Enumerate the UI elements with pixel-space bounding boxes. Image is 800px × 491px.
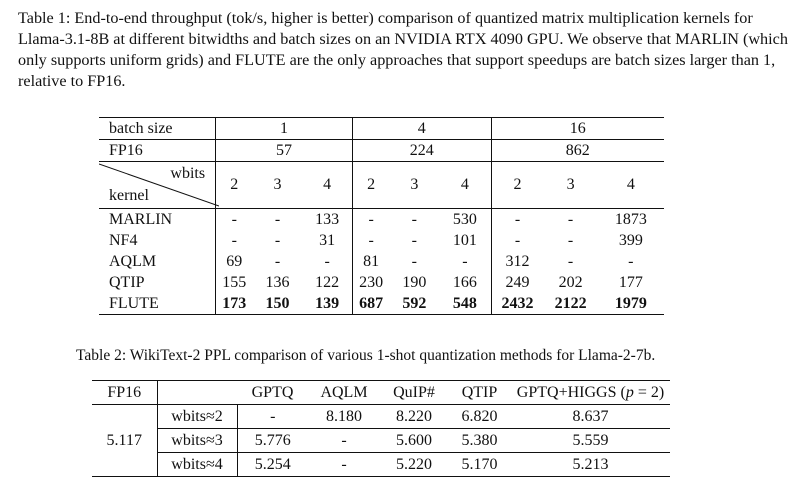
wbits-header: 4: [302, 162, 352, 209]
batch-1-header: 1: [216, 118, 353, 140]
throughput-cell: -: [302, 251, 352, 272]
ppl-cell: 6.820: [448, 405, 511, 429]
wbits-row-label: wbits≈3: [157, 429, 237, 453]
method-header-gptq: GPTQ: [237, 381, 308, 405]
throughput-cell: 31: [302, 230, 352, 251]
fp16-batch-4: 224: [352, 140, 491, 162]
ppl-header-row: [92, 381, 670, 405]
throughput-cell: -: [514, 210, 521, 228]
throughput-cell: 312: [505, 252, 530, 270]
blank-header: [157, 381, 237, 405]
kernel-name: NF4: [99, 230, 216, 251]
throughput-cell: -: [368, 231, 374, 249]
throughput-cell: 399: [618, 231, 643, 249]
kernel-row-marlin: [99, 209, 664, 231]
kernel-label: kernel: [109, 187, 149, 204]
ppl-table: [92, 380, 670, 477]
wbits-header: 3: [253, 162, 303, 209]
ppl-row: [92, 429, 670, 453]
throughput-cell: 202: [558, 273, 583, 291]
diagonal-header-cell: [99, 162, 216, 209]
wbits-header-row: [99, 162, 664, 209]
throughput-cell: 173: [222, 294, 247, 312]
batch-size-label: batch size: [99, 118, 216, 140]
method-header-aqlm: AQLM: [308, 381, 380, 405]
ppl-cell: -: [341, 455, 347, 473]
kernel-row-qtip: [99, 272, 664, 293]
throughput-cell: -: [567, 231, 574, 249]
wbits-header: 4: [598, 162, 664, 209]
throughput-cell: 177: [618, 273, 643, 291]
ppl-cell: 8.180: [308, 405, 380, 429]
wbits-row-label: wbits≈4: [157, 453, 237, 477]
table1-caption: Table 1: End-to-end throughput (tok/s, higher is better) comparison of quantized matrix multiplication kernels for Llama-3.1-8B at different bitwidths and batch sizes on an NVIDIA RTX 4090 GPU. We observe that MARLIN (which only supports uniform grids) and FLUTE are the only approaches that support speedups are batch sizes larger than 1, relative to FP16.: [18, 9, 788, 90]
batch-size-row: [99, 118, 664, 140]
throughput-cell: 166: [439, 272, 491, 293]
throughput-cell: -: [368, 210, 374, 228]
wbits-header: 3: [543, 162, 597, 209]
ppl-cell: 5.380: [448, 429, 511, 453]
ppl-cell: 5.220: [396, 455, 432, 473]
table2-caption: Table 2: WikiText-2 PPL comparison of various 1-shot quantization methods for Llama-2-7b.: [76, 347, 656, 364]
batch-16-header: 16: [491, 118, 664, 140]
ppl-cell: 8.220: [380, 405, 448, 429]
throughput-cell: -: [411, 231, 417, 249]
throughput-cell: -: [231, 210, 237, 228]
wbits-row-label: wbits≈2: [157, 405, 237, 429]
batch-4-header: 4: [352, 118, 491, 140]
throughput-cell: -: [439, 251, 491, 272]
ppl-row: [92, 405, 670, 429]
kernel-name: QTIP: [99, 272, 216, 293]
fp16-row: [99, 140, 664, 162]
throughput-cell: 139: [302, 293, 352, 315]
ppl-cell: 5.776: [237, 429, 308, 453]
throughput-cell: 101: [439, 230, 491, 251]
throughput-cell: 133: [302, 209, 352, 231]
fp16-label: FP16: [99, 140, 216, 162]
method-header-higgs: GPTQ+HIGGS (p = 2): [511, 381, 670, 405]
method-header-qtip: QTIP: [448, 381, 511, 405]
kernel-row-nf4: [99, 230, 664, 251]
wbits-header: 3: [389, 162, 439, 209]
throughput-cell: -: [274, 210, 281, 228]
fp16-ppl-value: 5.117: [92, 405, 157, 477]
throughput-cell: 249: [505, 273, 530, 291]
throughput-cell: 155: [222, 273, 247, 291]
ppl-cell: 5.254: [254, 455, 291, 473]
throughput-cell: 69: [226, 252, 243, 270]
ppl-cell: 5.170: [461, 455, 498, 473]
ppl-row: [92, 453, 670, 477]
throughput-cell: 1979: [614, 294, 647, 312]
throughput-cell: -: [274, 231, 281, 249]
ppl-cell: 5.213: [572, 455, 609, 473]
ppl-cell: -: [308, 429, 380, 453]
method-header-quip: QuIP#: [380, 381, 448, 405]
wbits-header: 2: [352, 162, 389, 209]
throughput-cell: 530: [439, 209, 491, 231]
wbits-header: 4: [439, 162, 491, 209]
throughput-cell: 190: [402, 273, 427, 291]
ppl-cell: 5.600: [380, 429, 448, 453]
ppl-cell: -: [237, 405, 308, 429]
throughput-cell: -: [411, 210, 417, 228]
throughput-cell: -: [231, 231, 237, 249]
throughput-cell: 122: [302, 272, 352, 293]
throughput-cell: 1873: [614, 210, 647, 228]
throughput-cell: 150: [265, 294, 290, 312]
throughput-cell: -: [514, 231, 521, 249]
throughput-cell: 687: [359, 294, 384, 312]
fp16-header: FP16: [92, 381, 157, 405]
ppl-cell: 5.559: [511, 429, 670, 453]
throughput-cell: -: [628, 252, 634, 270]
kernel-row-flute: [99, 293, 664, 315]
throughput-cell: -: [274, 252, 281, 270]
throughput-cell: 2122: [554, 294, 587, 312]
kernel-name: AQLM: [99, 251, 216, 272]
throughput-cell: -: [567, 252, 574, 270]
fp16-batch-1: 57: [216, 140, 353, 162]
throughput-table: [99, 117, 664, 315]
throughput-cell: 136: [265, 273, 290, 291]
wbits-header: 2: [491, 162, 543, 209]
throughput-cell: 81: [363, 252, 380, 270]
throughput-cell: 548: [439, 293, 491, 315]
kernel-name: FLUTE: [99, 293, 216, 315]
kernel-row-aqlm: [99, 251, 664, 272]
ppl-cell: 8.637: [511, 405, 670, 429]
kernel-name: MARLIN: [99, 209, 216, 231]
throughput-cell: 2432: [501, 294, 534, 312]
fp16-batch-16: 862: [491, 140, 664, 162]
wbits-label: wbits: [170, 165, 206, 182]
throughput-cell: -: [567, 210, 574, 228]
throughput-cell: 230: [359, 273, 384, 291]
throughput-cell: -: [411, 252, 417, 270]
throughput-cell: 592: [402, 294, 427, 312]
wbits-header: 2: [216, 162, 253, 209]
